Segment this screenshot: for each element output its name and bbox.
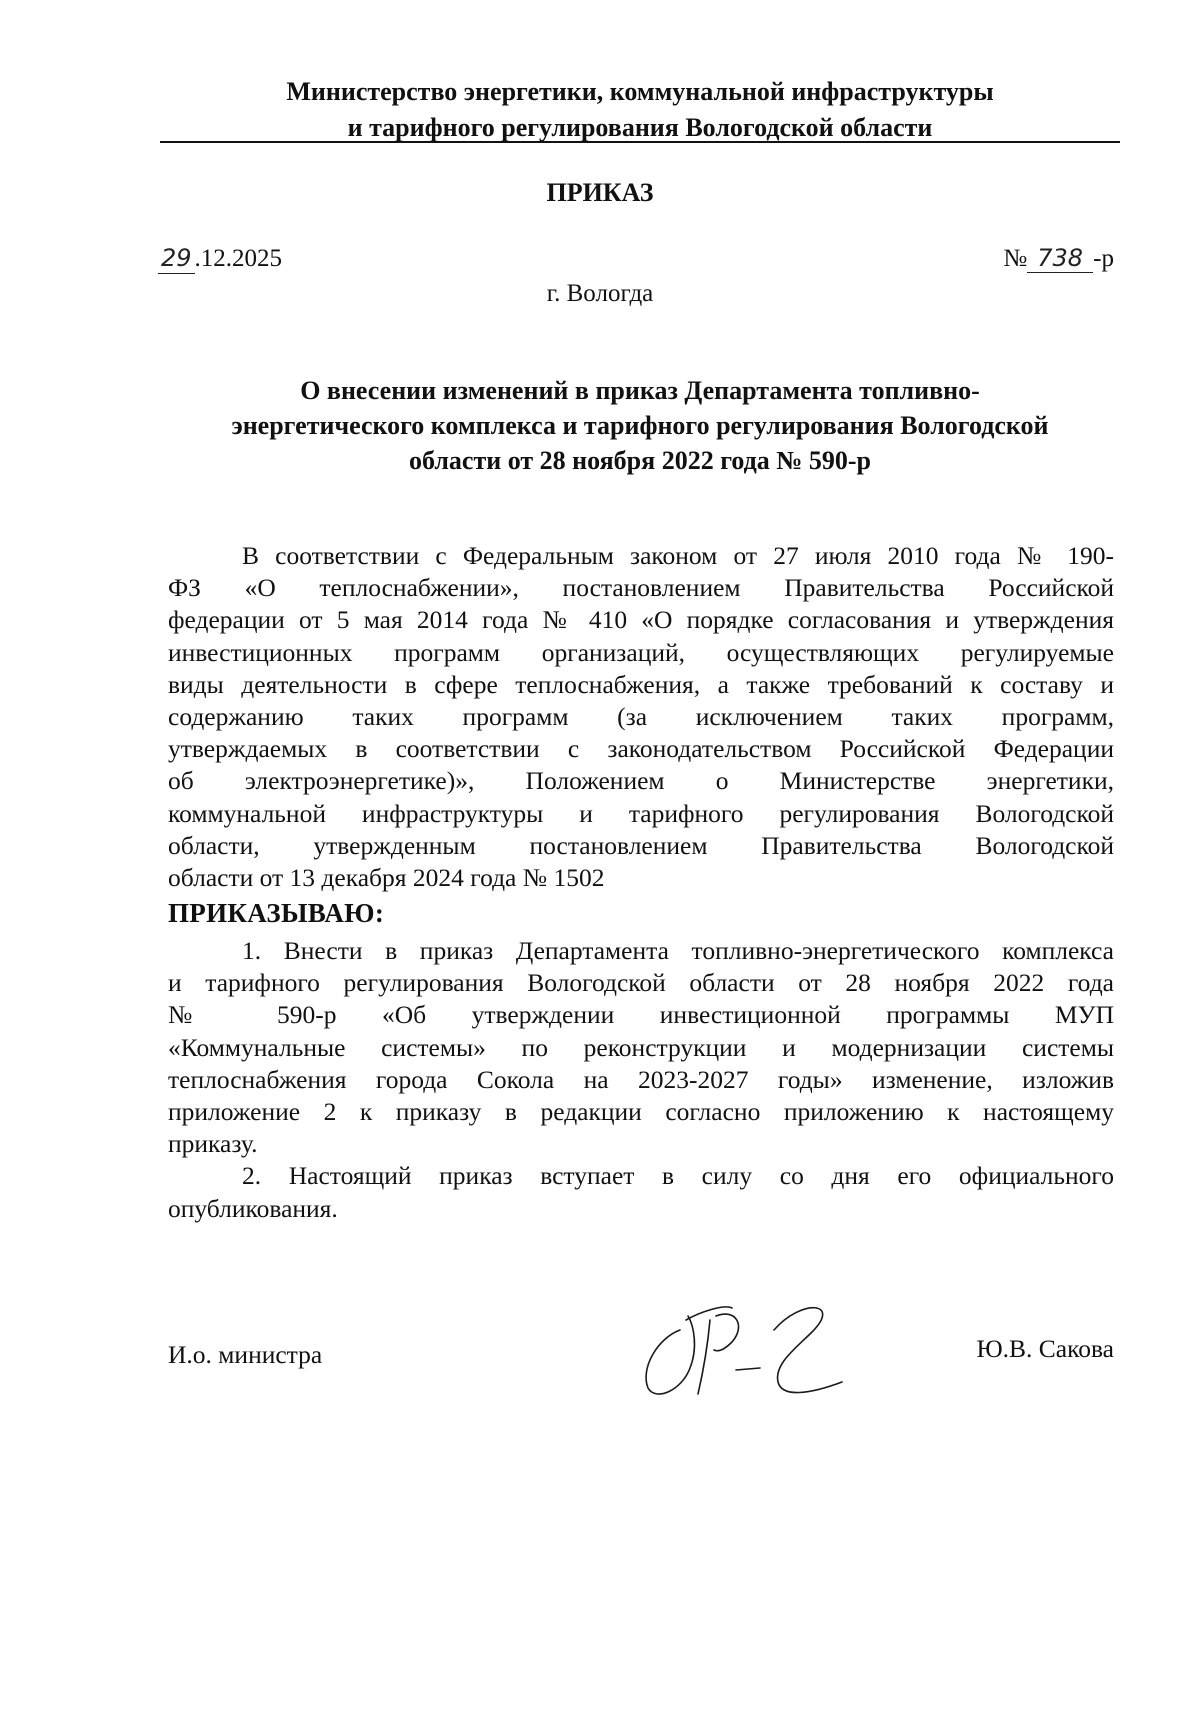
preamble-line: утверждаемых в соответствии с законодательством Российской Федерации bbox=[168, 734, 1114, 764]
preamble-line: виды деятельности в сфере теплоснабжения, а также требований к составу и bbox=[168, 669, 1114, 699]
organization-name-line-2: и тарифного регулирования Вологодской области bbox=[347, 113, 933, 142]
organization-header bbox=[160, 74, 1120, 146]
clause-line: «Коммунальные системы» по реконструкции и модернизации системы bbox=[168, 1032, 1114, 1062]
title-line: области от 28 ноября 2022 года № 590-р bbox=[408, 446, 872, 475]
preamble-paragraph bbox=[168, 540, 1114, 894]
directive-heading: ПРИКАЗЫВАЮ: bbox=[168, 898, 385, 929]
preamble-line: инвестиционных программ организаций, осуществляющих регулируемые bbox=[168, 637, 1114, 667]
preamble-line: коммунальной инфраструктуры и тарифного регулирования Вологодской bbox=[168, 798, 1114, 828]
clause-line: 1. Внести в приказ Департамента топливно-энергетического комплекса bbox=[242, 936, 1114, 966]
clause-line: опубликования. bbox=[168, 1193, 338, 1223]
clause-line: теплоснабжения города Сокола на 2023-2027 годы» изменение, изложив bbox=[168, 1064, 1114, 1094]
title-line: О внесении изменений в приказ Департамента топливно- bbox=[300, 376, 980, 405]
preamble-line: области, утвержденным постановлением Правительства Вологодской bbox=[168, 830, 1114, 860]
document-date bbox=[158, 244, 282, 274]
preamble-line: об электроэнергетике)», Положением о Министерстве энергетики, bbox=[168, 766, 1114, 796]
clause-1 bbox=[168, 935, 1114, 1160]
handwritten-signature bbox=[628, 1290, 868, 1410]
date-month-year: .12.2025 bbox=[194, 245, 283, 272]
number-handwritten: 738 bbox=[1027, 244, 1093, 273]
document-body bbox=[168, 540, 1114, 1225]
preamble-line: В соответствии с Федеральным законом от 27 июля 2010 года № 190- bbox=[242, 541, 1114, 570]
title-line: энергетического комплекса и тарифного регулирования Вологодской bbox=[231, 411, 1049, 440]
document-number bbox=[1003, 244, 1114, 273]
signer-name: Ю.В. Сакова bbox=[976, 1334, 1114, 1363]
signer-title: И.о. министра bbox=[168, 1340, 323, 1369]
preamble-line: федерации от 5 мая 2014 года № 410 «О порядке согласования и утверждения bbox=[168, 605, 1114, 635]
document-type: ПРИКАЗ bbox=[546, 178, 654, 207]
document-title bbox=[160, 373, 1120, 478]
clause-line: 2. Настоящий приказ вступает в силу со дня его официального bbox=[242, 1161, 1114, 1191]
clause-line: и тарифного регулирования Вологодской области от 28 ноября 2022 года bbox=[168, 968, 1114, 998]
clause-line: приложение 2 к приказу в редакции согласно приложению к настоящему bbox=[168, 1097, 1114, 1126]
clause-line: приказу. bbox=[168, 1129, 258, 1159]
number-suffix: -р bbox=[1093, 245, 1114, 272]
header-divider bbox=[160, 141, 1120, 143]
number-prefix: № bbox=[1003, 245, 1028, 272]
organization-name-line-1: Министерство энергетики, коммунальной инфраструктуры bbox=[286, 77, 994, 106]
date-day-handwritten: 29 bbox=[158, 244, 195, 274]
clause-2 bbox=[168, 1160, 1114, 1224]
preamble-line: области от 13 декабря 2024 года № 1502 bbox=[168, 862, 605, 892]
document-city: г. Вологда bbox=[546, 280, 654, 307]
clause-line: № 590-р «Об утверждении инвестиционной программы МУП bbox=[168, 1000, 1114, 1030]
preamble-line: содержанию таких программ (за исключением таких программ, bbox=[168, 701, 1114, 731]
signature-block bbox=[168, 1320, 1114, 1430]
preamble-line: ФЗ «О теплоснабжении», постановлением Правительства Российской bbox=[168, 573, 1114, 603]
